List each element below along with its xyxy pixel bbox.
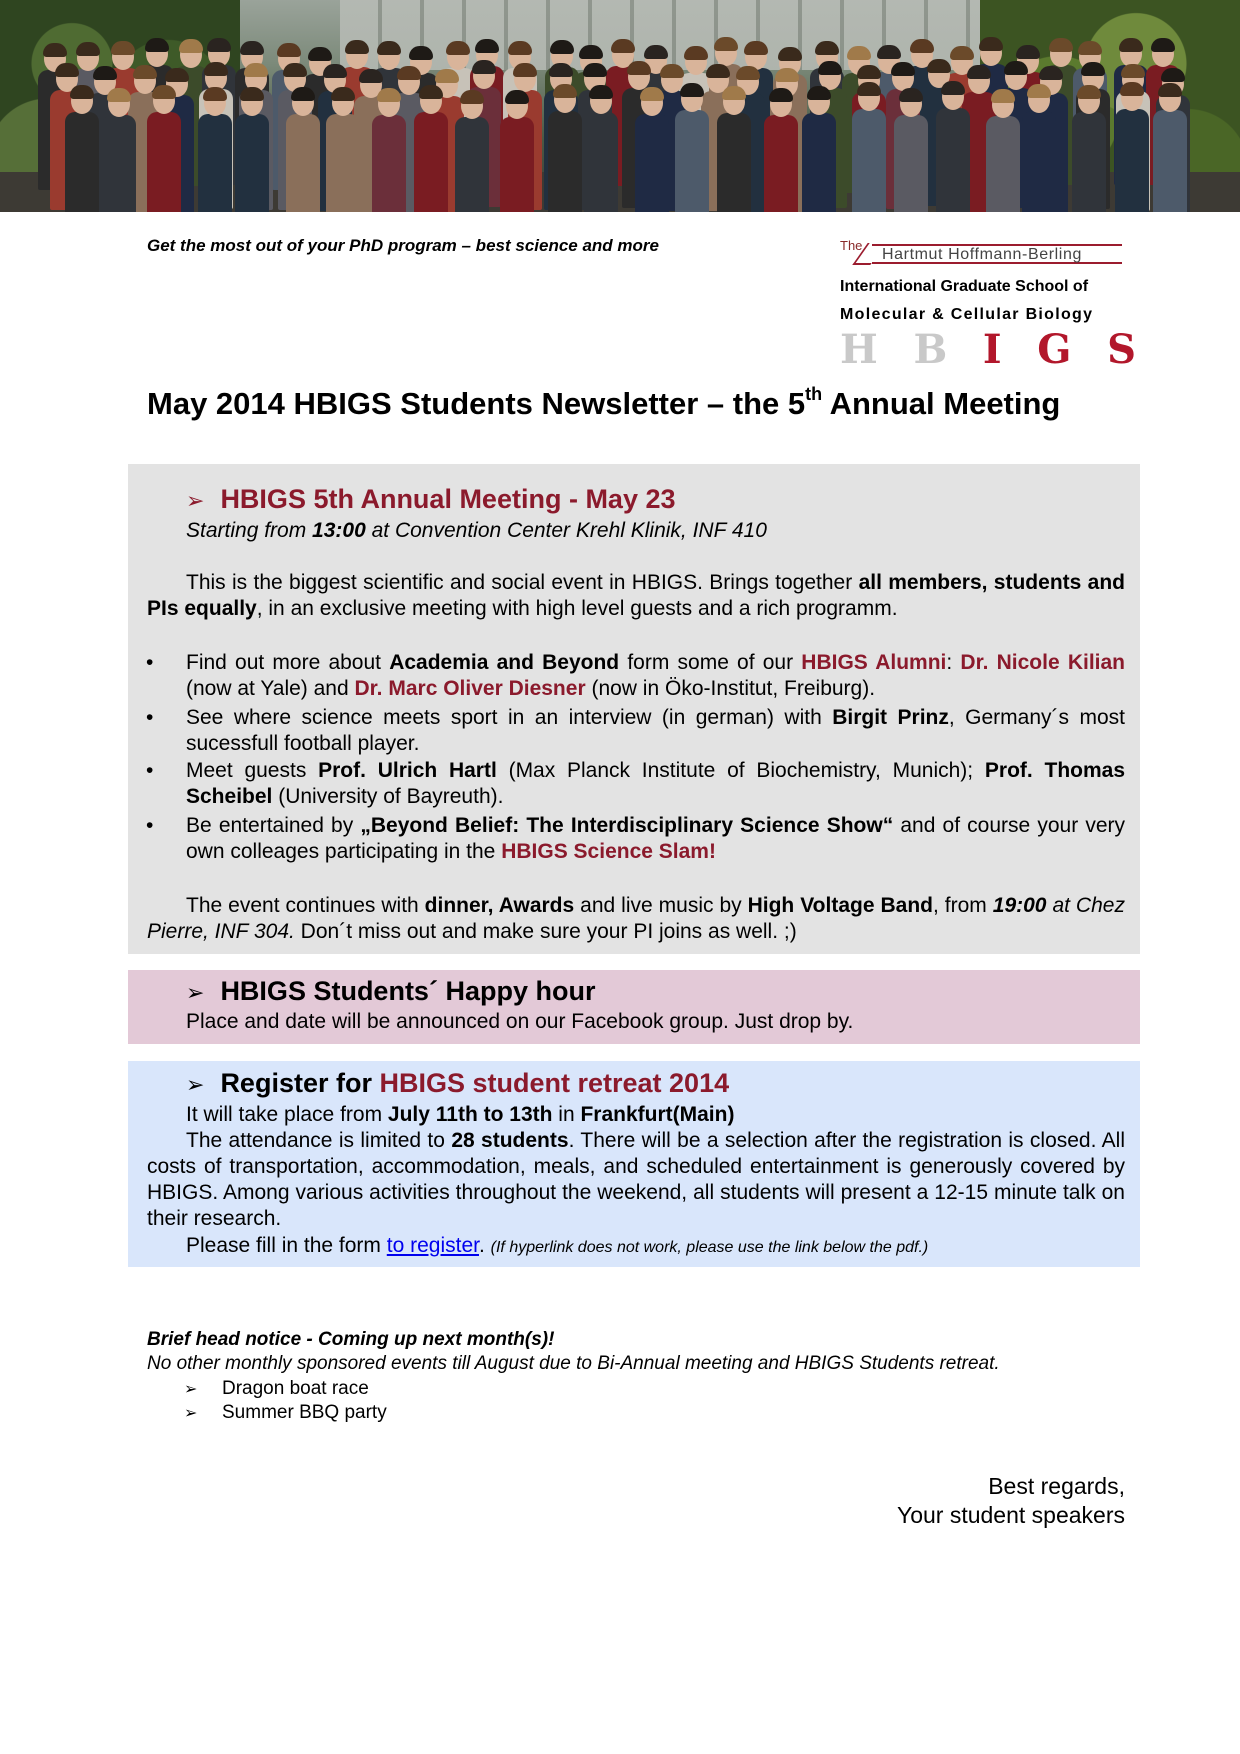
arrow-bullet-icon: ➢ xyxy=(186,980,205,1005)
text: Be entertained by xyxy=(186,814,361,837)
text: The event continues with xyxy=(186,894,425,917)
text: Find out more about xyxy=(186,651,390,674)
logo-school-line: International Graduate School of xyxy=(840,278,1089,295)
list-item xyxy=(184,1402,387,1424)
retreat-dates xyxy=(186,1102,734,1128)
show-title: „Beyond Belief: The Interdisciplinary Science Show“ xyxy=(360,814,894,837)
bullet-icon: • xyxy=(146,759,154,782)
text: Please fill in the form xyxy=(186,1234,387,1257)
text: The attendance is limited to xyxy=(186,1129,452,1152)
text: (now in Öko-Institut, Freiburg). xyxy=(585,677,876,700)
logo-letter-h: H xyxy=(840,326,878,373)
start-time: 13:00 xyxy=(312,519,366,542)
annual-intro-paragraph xyxy=(147,570,1125,622)
tagline: Get the most out of your PhD program – best science and more xyxy=(147,236,659,255)
text: : xyxy=(946,651,961,674)
annual-meeting-title xyxy=(186,484,676,515)
dinner-time: 19:00 xyxy=(992,894,1047,917)
guest-hartl: Prof. Ulrich Hartl xyxy=(318,759,497,782)
guest-scheibel: Prof. Thomas Scheibel xyxy=(186,759,1125,808)
text: , from xyxy=(932,894,993,917)
logo-letter-s: S xyxy=(1107,326,1136,373)
text: form some of our xyxy=(619,651,802,674)
closing-greeting: Best regards, xyxy=(988,1473,1125,1499)
text: , Germany´s most sucessfull football player. xyxy=(186,706,1125,755)
logo-hhb-name: Hartmut Hoffmann-Berling xyxy=(882,246,1082,263)
link-note: (If hyperlink does not work, please use the link below the pdf.) xyxy=(490,1239,929,1256)
title-end-part: Annual Meeting xyxy=(822,386,1061,421)
text: Meet guests xyxy=(186,759,319,782)
logo-letter-b: B xyxy=(913,326,948,373)
intro-text-end: , in an exclusive meeting with high level guests and a rich programm. xyxy=(256,597,898,620)
title-superscript: th xyxy=(805,384,823,404)
retreat-paragraph xyxy=(147,1128,1125,1232)
intro-text: This is the biggest scientific and social event in HBIGS. Brings together xyxy=(186,571,859,594)
band-name: High Voltage Band xyxy=(747,894,933,917)
text: and of course your very own colleages participating in the xyxy=(186,814,1126,863)
arrow-bullet-icon: ➢ xyxy=(184,1381,198,1398)
register-link[interactable]: to register xyxy=(386,1234,479,1257)
text: (University of Bayreuth). xyxy=(272,785,504,808)
arrow-bullet-icon: ➢ xyxy=(186,1072,205,1097)
upcoming-event: Summer BBQ party xyxy=(222,1402,387,1423)
notice-title: Brief head notice - Coming up next month(s)! xyxy=(147,1329,555,1350)
alumnus-diesner: Dr. Marc Oliver Diesner xyxy=(354,677,586,700)
text: It will take place from xyxy=(186,1103,388,1126)
academia-bold: Academia and Beyond xyxy=(389,651,620,674)
subtitle-text: Starting from xyxy=(186,519,313,542)
annual-meeting-heading: HBIGS 5th Annual Meeting - May 23 xyxy=(220,484,676,514)
text: . There will be a selection after the registration is closed. All costs of transportation, accommodation, meals, and scheduled entertainment is generously covered by HBIGS. Among various activities throughout the weekend, all students will present a 12-15 minute talk on their research. xyxy=(147,1129,1125,1230)
bullet-item-guests xyxy=(186,758,1125,810)
upcoming-event: Dragon boat race xyxy=(222,1378,369,1399)
list-item xyxy=(184,1378,369,1400)
retreat-location: Frankfurt(Main) xyxy=(580,1103,735,1126)
happy-hour-title xyxy=(186,976,595,1007)
closing-signature xyxy=(897,1472,1125,1530)
crowd-of-students xyxy=(30,40,1210,212)
text: and live music by xyxy=(574,894,748,917)
dinner-awards: dinner, Awards xyxy=(424,894,575,917)
text: in xyxy=(552,1103,581,1126)
retreat-heading-name: HBIGS student retreat 2014 xyxy=(379,1068,730,1098)
bullet-item-alumni xyxy=(186,650,1125,702)
arrow-bullet-icon: ➢ xyxy=(184,1405,198,1422)
notice-subtitle: No other monthly sponsored events till August due to Bi-Annual meeting and HBIGS Students retreat. xyxy=(147,1353,1000,1374)
retreat-heading-start: Register for xyxy=(220,1068,380,1098)
retreat-title xyxy=(186,1068,729,1099)
text: (now at Yale) and xyxy=(186,677,355,700)
alumni-label: HBIGS Alumni xyxy=(801,651,947,674)
text: (Max Planck Institute of Biochemistry, Munich); xyxy=(496,759,985,782)
venue-text: at Convention Center Krehl Klinik, INF 410 xyxy=(365,519,767,542)
arrow-bullet-icon: ➢ xyxy=(186,488,205,513)
bullet-icon: • xyxy=(146,706,154,729)
dinner-venue: at Chez Pierre, INF 304. xyxy=(147,894,1125,943)
text: Don´t miss out and make sure your PI joins as well. ;) xyxy=(294,920,797,943)
happy-hour-text: Place and date will be announced on our Facebook group. Just drop by. xyxy=(186,1010,854,1033)
annual-meeting-subtitle xyxy=(186,518,767,544)
intro-bold: all members, students and PIs equally xyxy=(147,571,1125,620)
group-photo-banner xyxy=(0,0,1240,212)
title-main-part: May 2014 HBIGS Students Newsletter – the 5 xyxy=(147,386,806,421)
closing-sender: Your student speakers xyxy=(896,1502,1125,1528)
hbigs-logo xyxy=(838,238,1138,373)
logo-hbigs-letters xyxy=(840,326,1136,373)
bullet-item-show xyxy=(186,813,1125,865)
text: . xyxy=(478,1234,491,1257)
bullet-icon: • xyxy=(146,651,154,674)
bullet-icon: • xyxy=(146,814,154,837)
alumnus-kilian: Dr. Nicole Kilian xyxy=(960,651,1125,674)
text: See where science meets sport in an interview (in german) with xyxy=(186,706,833,729)
logo-field-line: Molecular & Cellular Biology xyxy=(840,306,1094,323)
logo-the: The xyxy=(840,238,863,253)
page-title xyxy=(147,384,1060,422)
logo-letter-g: G xyxy=(1037,326,1072,373)
bullet-item-interview xyxy=(186,705,1125,757)
student-limit: 28 students xyxy=(451,1129,569,1152)
interviewee-name: Birgit Prinz xyxy=(832,706,949,729)
retreat-register-line xyxy=(186,1233,928,1261)
logo-letter-i: I xyxy=(982,326,1002,373)
happy-hour-heading: HBIGS Students´ Happy hour xyxy=(220,976,596,1006)
annual-evening-paragraph xyxy=(147,893,1125,945)
retreat-date-range: July 11th to 13th xyxy=(387,1103,553,1126)
science-slam: HBIGS Science Slam! xyxy=(501,840,716,863)
